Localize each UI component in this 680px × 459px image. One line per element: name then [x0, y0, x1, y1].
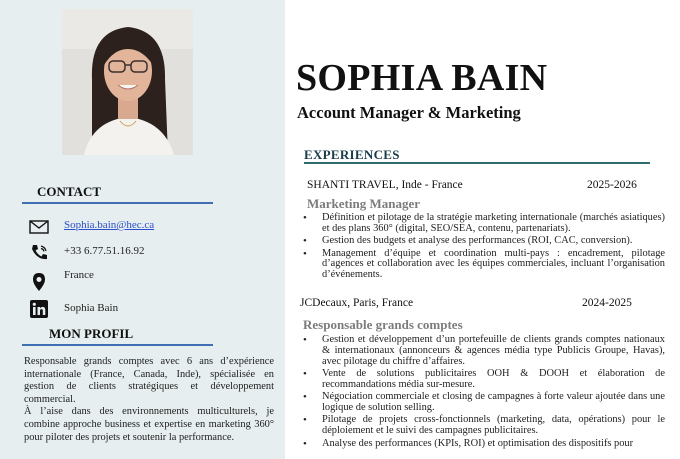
job-bullet: • Pilotage de projets cross-fonctionnels (marketing, data, opérations) pour le déploiement et le suivi des campagnes publicitaires.	[303, 415, 665, 437]
job-bullet: • Négociation commerciale et closing de campagnes à forte valeur ajoutée dans une logique de solution selling.	[303, 392, 665, 414]
job-bullet: • Gestion et développement d’un portefeuille de clients grands comptes nationaux & internationaux (annonceurs & agences média type Publicis Groupe, Havas), avec pilotage du chiffre d’affaires.	[303, 335, 665, 367]
contact-heading: CONTACT	[37, 184, 102, 199]
contact-phone: +33 6.77.51.16.92	[64, 245, 145, 257]
mail-icon	[29, 219, 49, 235]
contact-linkedin[interactable]: Sophia Bain	[64, 302, 119, 314]
contact-email[interactable]	[64, 219, 154, 231]
job-company: JCDecaux, Paris, France	[300, 297, 414, 309]
profile-paragraph: À l’aise dans des environnements multiculturels, je combine approche business et expertise en marketing 360° pour piloter des projets et soutenir la performance.	[24, 406, 274, 443]
job-role: Responsable grands comptes	[303, 317, 463, 332]
contact-divider	[22, 202, 213, 204]
portrait-image	[62, 9, 193, 155]
job-company: SHANTI TRAVEL, Inde - France	[307, 179, 463, 191]
profile-heading: MON PROFIL	[49, 326, 134, 341]
job-dates: 2025-2026	[587, 179, 637, 191]
job-bullet: • Vente de solutions publicitaires OOH & DOOH et élaboration de recommandations média sur-mesure.	[303, 369, 665, 391]
experiences-heading: EXPERIENCES	[304, 147, 400, 162]
job-bullet: • Management d’équipe et coordination multi-pays : encadrement, pilotage d’agences et collaboration avec les équipes commerciales, incluant l’organisation d’événements.	[303, 249, 665, 281]
experiences-divider	[304, 162, 650, 164]
job-title: Account Manager & Marketing	[297, 103, 521, 122]
job-bullet: • Analyse des performances (KPIs, ROI) et optimisation des dispositifs pour	[303, 439, 665, 450]
phone-icon	[29, 244, 49, 260]
location-pin-icon	[31, 272, 47, 292]
contact-location: France	[64, 269, 94, 281]
linkedin-icon	[30, 300, 48, 318]
job-role: Marketing Manager	[307, 196, 421, 211]
email-link[interactable]: Sophia.bain@hec.ca	[64, 219, 155, 231]
candidate-name: SOPHIA BAIN	[296, 57, 548, 99]
profile-paragraph: Responsable grands comptes avec 6 ans d’expérience internationale (France, Canada, Inde), spécialisée en gestion de clients stratégiques et développement commercial.	[24, 356, 274, 405]
job-bullet: • Définition et pilotage de la stratégie marketing internationale (marchés asiatiques) et des plans 360° (digital, SEO/SEA, contenu, partenariats).	[303, 213, 665, 235]
job-bullet-list	[303, 213, 665, 283]
profile-photo	[62, 9, 193, 155]
profile-divider	[22, 344, 213, 346]
job-bullet: • Gestion des budgets et analyse des performances (ROI, CAC, conversion).	[303, 236, 665, 247]
job-dates: 2024-2025	[582, 297, 632, 309]
profile-text	[24, 356, 274, 444]
sidebar	[0, 0, 285, 459]
job-bullet-list	[303, 335, 665, 451]
